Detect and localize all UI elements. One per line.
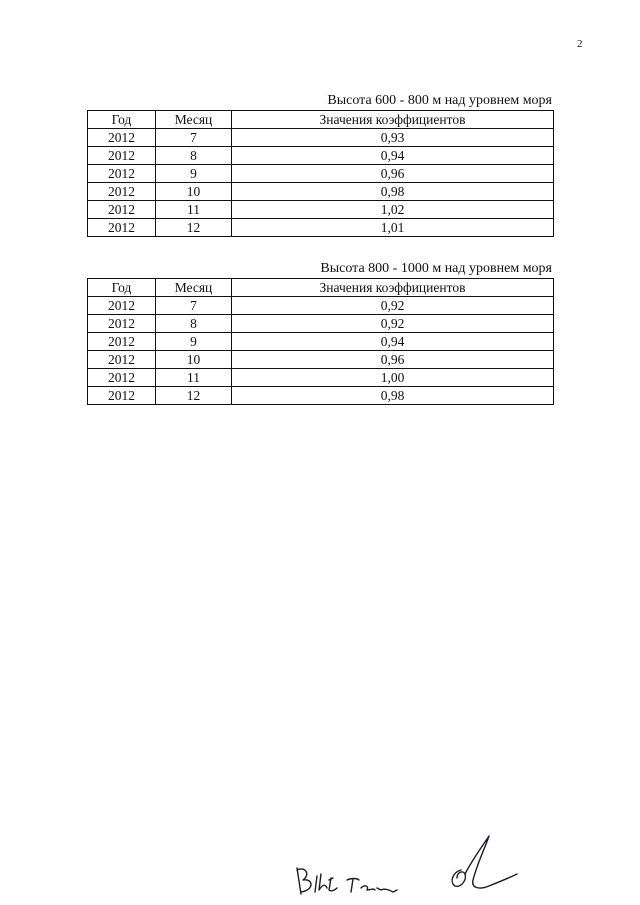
cell-month: 8 xyxy=(156,315,232,333)
table-row xyxy=(88,147,554,165)
table-row xyxy=(88,165,554,183)
coefficient-table xyxy=(87,278,554,405)
column-header-coefficient: Значения коэффициентов xyxy=(232,279,554,297)
cell-coefficient: 1,01 xyxy=(232,219,554,237)
table-row xyxy=(88,387,554,405)
cell-year: 2012 xyxy=(88,297,156,315)
cell-month: 7 xyxy=(156,129,232,147)
table-row xyxy=(88,315,554,333)
cell-month: 11 xyxy=(156,369,232,387)
table-header-row xyxy=(88,279,554,297)
cell-coefficient: 0,98 xyxy=(232,387,554,405)
cell-month: 8 xyxy=(156,147,232,165)
column-header-year: Год xyxy=(88,111,156,129)
table-row xyxy=(88,201,554,219)
cell-coefficient: 0,93 xyxy=(232,129,554,147)
cell-month: 11 xyxy=(156,201,232,219)
table-row xyxy=(88,219,554,237)
table-row xyxy=(88,129,554,147)
cell-year: 2012 xyxy=(88,351,156,369)
cell-month: 9 xyxy=(156,165,232,183)
cell-year: 2012 xyxy=(88,219,156,237)
coefficient-section-800-1000 xyxy=(87,260,553,405)
cell-coefficient: 0,92 xyxy=(232,315,554,333)
page-number: 2 xyxy=(577,38,583,50)
cell-coefficient: 0,98 xyxy=(232,183,554,201)
cell-month: 7 xyxy=(156,297,232,315)
cell-year: 2012 xyxy=(88,183,156,201)
cell-year: 2012 xyxy=(88,387,156,405)
table-row xyxy=(88,369,554,387)
cell-month: 12 xyxy=(156,387,232,405)
cell-month: 12 xyxy=(156,219,232,237)
table-row xyxy=(88,351,554,369)
cell-month: 10 xyxy=(156,351,232,369)
cell-year: 2012 xyxy=(88,315,156,333)
cell-coefficient: 0,96 xyxy=(232,165,554,183)
cell-year: 2012 xyxy=(88,165,156,183)
cell-year: 2012 xyxy=(88,201,156,219)
table-caption: Высота 600 - 800 м над уровнем моря xyxy=(327,93,552,108)
cell-coefficient: 0,92 xyxy=(232,297,554,315)
table-row xyxy=(88,183,554,201)
table-caption: Высота 800 - 1000 м над уровнем моря xyxy=(320,261,552,276)
cell-year: 2012 xyxy=(88,129,156,147)
coefficient-section-600-800 xyxy=(87,92,553,237)
cell-month: 10 xyxy=(156,183,232,201)
column-header-year: Год xyxy=(88,279,156,297)
column-header-month: Месяц xyxy=(156,111,232,129)
handwritten-signature xyxy=(285,830,525,905)
column-header-month: Месяц xyxy=(156,279,232,297)
cell-month: 9 xyxy=(156,333,232,351)
table-header-row xyxy=(88,111,554,129)
cell-year: 2012 xyxy=(88,147,156,165)
table-row xyxy=(88,333,554,351)
coefficient-table xyxy=(87,110,554,237)
cell-year: 2012 xyxy=(88,369,156,387)
cell-coefficient: 0,96 xyxy=(232,351,554,369)
cell-coefficient: 0,94 xyxy=(232,333,554,351)
cell-year: 2012 xyxy=(88,333,156,351)
cell-coefficient: 1,00 xyxy=(232,369,554,387)
cell-coefficient: 1,02 xyxy=(232,201,554,219)
cell-coefficient: 0,94 xyxy=(232,147,554,165)
table-row xyxy=(88,297,554,315)
column-header-coefficient: Значения коэффициентов xyxy=(232,111,554,129)
